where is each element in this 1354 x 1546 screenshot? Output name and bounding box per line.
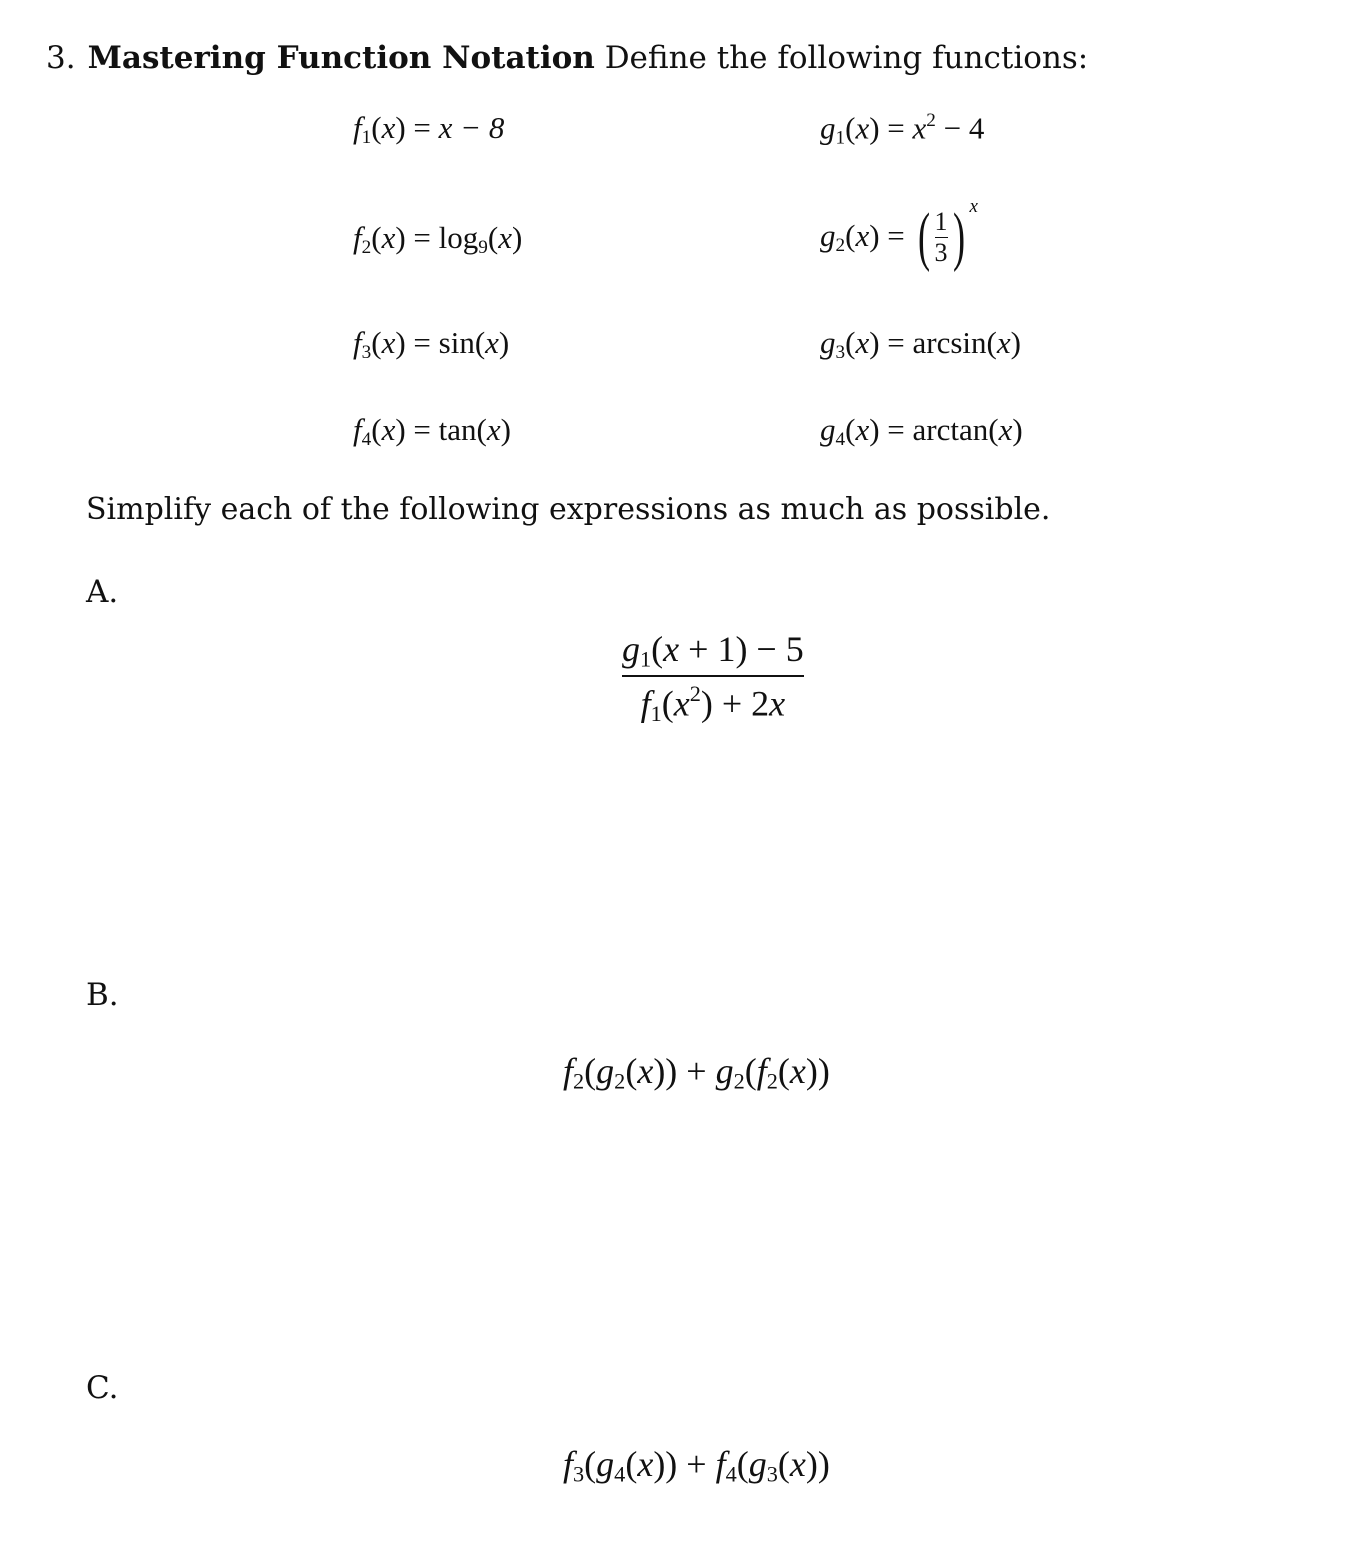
problem-heading: [46, 40, 1088, 76]
g2-fraction: $\frac{1}{3}$: [934, 207, 948, 267]
part-b-expression: $f_2(g_2(x)) + g_2(f_2(x))$: [563, 1051, 830, 1094]
g2-exponent: x: [969, 196, 978, 217]
definition-g1: $g_1(x) = x^2 - 4$: [820, 110, 985, 149]
part-a-label: A.: [86, 574, 119, 610]
definition-f4: $f_4(x) = \tan(x)$: [353, 412, 511, 450]
part-b-label: B.: [86, 977, 119, 1013]
definition-f2: $f_2(x) = \log_9(x)$: [353, 220, 523, 258]
definition-g3: $g_3(x) = \arcsin(x)$: [820, 325, 1021, 363]
definition-g4: $g_4(x) = \arctan(x)$: [820, 412, 1023, 450]
instruction-text: Simplify each of the following expressions as much as possible.: [86, 492, 1051, 527]
definition-g2: $g_2(x)$ = ( $\frac{1}{3}$ ) x: [820, 196, 978, 273]
definition-f3: $f_3(x) = \sin(x)$: [353, 325, 510, 363]
part-c-expression: $f_3(g_4(x)) + f_4(g_3(x))$: [563, 1444, 830, 1487]
problem-intro: Define the following functions:: [604, 40, 1089, 76]
f1-rhs: x − 8: [438, 110, 505, 145]
part-a-expression: $\frac{g_1(x + 1) - 5}{f_1(x^2) + 2x}$: [622, 629, 804, 727]
problem-number: 3.: [46, 40, 76, 76]
part-c-label: C.: [86, 1370, 119, 1406]
definition-f1: $f_1(x) = x - 8$: [353, 110, 505, 148]
problem-title: Mastering Function Notation: [87, 40, 595, 76]
